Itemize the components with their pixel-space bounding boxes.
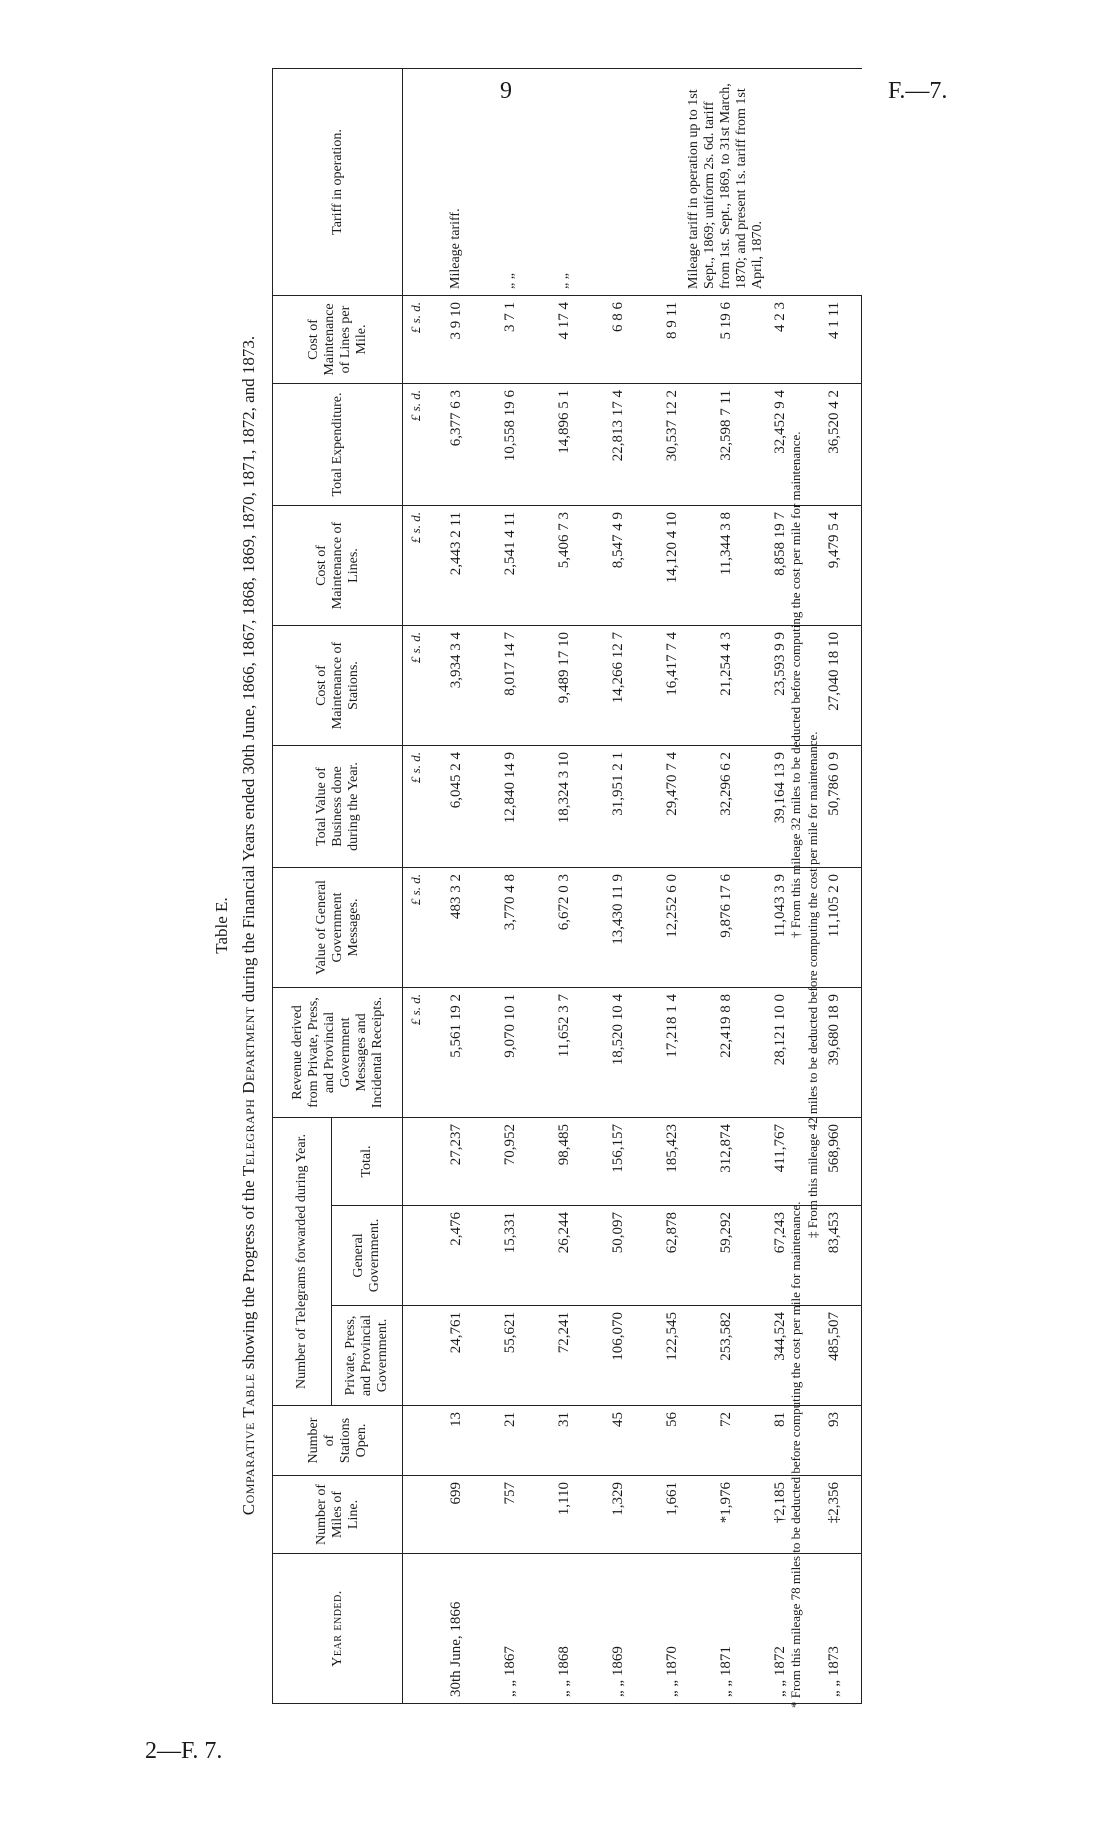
cell-cost-per-mile: 3 7 1	[483, 296, 537, 384]
cell-total-value: 39,164 13 9	[753, 746, 807, 868]
cell-tariff: Mileage tariff.	[429, 69, 483, 296]
header-value-general: Value of General Government Messages.	[273, 868, 403, 988]
cell-private: 253,582	[699, 1306, 753, 1406]
cell-cost-lines: 11,344 3 8	[699, 506, 753, 626]
cell-total-value: 50,786 0 9	[807, 746, 862, 868]
cell-total: 568,960	[807, 1118, 862, 1206]
cell-total-exp: 14,896 5 1	[537, 384, 591, 506]
cell-miles: *1,976	[699, 1476, 753, 1554]
cell-cost-lines: 8,858 19 7	[753, 506, 807, 626]
cell-stations: 21	[483, 1406, 537, 1476]
cell-revenue: 28,121 10 0	[753, 988, 807, 1118]
cell-stations: 56	[645, 1406, 699, 1476]
footer-reference: 2—F. 7.	[145, 1738, 223, 1764]
cell-cost-stations: 14,266 12 7	[591, 626, 645, 746]
title-department: Telegraph Department	[239, 1006, 258, 1177]
header-cost-per-mile: Cost of Maintenance of Lines per Mile.	[273, 296, 403, 384]
cell-cost-stations: 16,417 7 4	[645, 626, 699, 746]
header-revenue: Revenue derived from Private, Press, and Provincial Government Messages and Incidental Receipts.	[273, 988, 403, 1118]
cell-tariff: „ „	[483, 69, 537, 296]
cell-total-value: 12,840 14 9	[483, 746, 537, 868]
units-row	[403, 69, 430, 1704]
cell-stations: 81	[753, 1406, 807, 1476]
cell-value-general: 13,430 11 9	[591, 868, 645, 988]
cell-private: 122,545	[645, 1306, 699, 1406]
header-miles: Number of Miles of Line.	[273, 1476, 403, 1554]
cell-year: „ „ 1867	[483, 1554, 537, 1704]
cell-tariff: „ „	[537, 69, 591, 296]
cell-cost-stations: 9,489 17 10	[537, 626, 591, 746]
cell-cost-stations: 23,593 9 9	[753, 626, 807, 746]
cell-private: 55,621	[483, 1306, 537, 1406]
table-row	[699, 69, 753, 1704]
header-total-value: Total Value of Business done during the Year.	[273, 746, 403, 868]
cell-general: 26,244	[537, 1206, 591, 1306]
header-year: Year ended.	[273, 1554, 403, 1704]
cell-total-value: 6,045 2 4	[429, 746, 483, 868]
cell-stations: 93	[807, 1406, 862, 1476]
table-label: Table E.	[212, 897, 231, 954]
header-total: Total.	[332, 1118, 403, 1206]
cell-year: „ „ 1872	[753, 1554, 807, 1704]
page-number: 9	[500, 78, 512, 104]
cell-year: „ „ 1868	[537, 1554, 591, 1704]
header-stations: Number of Stations Open.	[273, 1406, 403, 1476]
cell-value-general: 11,105 2 0	[807, 868, 862, 988]
title-tail: during the Financial Years ended 30th June, 1866, 1867, 1868, 1869, 1870, 1871, 1872, and 1873.	[239, 335, 258, 1007]
title-rest: showing the Progress of the	[239, 1176, 258, 1374]
cell-cost-stations: 27,040 18 10	[807, 626, 862, 746]
cell-year: „ „ 1870	[645, 1554, 699, 1704]
header-cost-lines: Cost of Maintenance of Lines.	[273, 506, 403, 626]
cell-value-general: 6,672 0 3	[537, 868, 591, 988]
cell-value-general: 9,876 17 6	[699, 868, 753, 988]
cell-revenue: 5,561 19 2	[429, 988, 483, 1118]
cell-value-general: 11,043 3 9	[753, 868, 807, 988]
cell-miles: 1,661	[645, 1476, 699, 1554]
table-row	[537, 69, 591, 1704]
cell-general: 83,453	[807, 1206, 862, 1306]
cell-total-exp: 30,537 12 2	[645, 384, 699, 506]
table-row	[591, 69, 645, 1704]
cell-cost-lines: 8,547 4 9	[591, 506, 645, 626]
cell-cost-per-mile: 5 19 6	[699, 296, 753, 384]
cell-general: 59,292	[699, 1206, 753, 1306]
units-cost-lines: £ s. d.	[403, 506, 430, 626]
header-total-expenditure: Total Expenditure.	[273, 384, 403, 506]
cell-miles: ‡2,356	[807, 1476, 862, 1554]
cell-revenue: 18,520 10 4	[591, 988, 645, 1118]
cell-cost-lines: 14,120 4 10	[645, 506, 699, 626]
table-row	[429, 69, 483, 1704]
cell-cost-per-mile: 3 9 10	[429, 296, 483, 384]
cell-cost-per-mile: 4 1 11	[807, 296, 862, 384]
cell-stations: 72	[699, 1406, 753, 1476]
cell-total-value: 18,324 3 10	[537, 746, 591, 868]
cell-revenue: 9,070 10 1	[483, 988, 537, 1118]
header-cost-stations: Cost of Maintenance of Stations.	[273, 626, 403, 746]
cell-miles: 757	[483, 1476, 537, 1554]
cell-total: 156,157	[591, 1118, 645, 1206]
cell-total-exp: 6,377 6 3	[429, 384, 483, 506]
header-telegrams-group: Number of Telegrams forwarded during Year.	[273, 1118, 332, 1406]
progress-table	[272, 68, 862, 1704]
table-title	[239, 143, 259, 1708]
document-reference: F.—7.	[888, 78, 948, 104]
cell-miles: †2,185	[753, 1476, 807, 1554]
cell-cost-lines: 2,541 4 11	[483, 506, 537, 626]
units-value-general: £ s. d.	[403, 868, 430, 988]
cell-revenue: 11,652 3 7	[537, 988, 591, 1118]
cell-cost-stations: 21,254 4 3	[699, 626, 753, 746]
cell-total: 98,485	[537, 1118, 591, 1206]
header-private: Private, Press, and Provincial Government.	[332, 1306, 403, 1406]
cell-year: „ „ 1871	[699, 1554, 753, 1704]
table-row	[645, 69, 699, 1704]
cell-total: 411,767	[753, 1118, 807, 1206]
cell-year: „ „ 1873	[807, 1554, 862, 1704]
cell-miles: 1,329	[591, 1476, 645, 1554]
footnote-star: * From this mileage 78 miles to be deducted before computing the cost per mile for maintenance.	[788, 1201, 803, 1708]
cell-cost-stations: 3,934 3 4	[429, 626, 483, 746]
cell-value-general: 483 3 2	[429, 868, 483, 988]
footnote-double-dagger: ‡ From this mileage 42 miles to be deducted before computing the cost per mile for maintenance.	[805, 731, 820, 1238]
cell-revenue: 17,218 1 4	[645, 988, 699, 1118]
cell-general: 2,476	[429, 1206, 483, 1306]
cell-private: 72,241	[537, 1306, 591, 1406]
cell-total-value: 29,470 7 4	[645, 746, 699, 868]
cell-revenue: 39,680 18 9	[807, 988, 862, 1118]
cell-general: 67,243	[753, 1206, 807, 1306]
cell-total: 70,952	[483, 1118, 537, 1206]
table-header	[273, 69, 403, 1704]
cell-private: 24,761	[429, 1306, 483, 1406]
footnote-dagger: † From this mileage 32 miles to be deducted before computing the cost per mile for maintenance.	[788, 431, 803, 938]
cell-cost-lines: 2,443 2 11	[429, 506, 483, 626]
footnotes	[787, 143, 821, 1708]
units-total-expenditure: £ s. d.	[403, 384, 430, 506]
units-cost-per-mile: £ s. d.	[403, 296, 430, 384]
rotated-table-block	[212, 83, 852, 1708]
cell-total: 312,874	[699, 1118, 753, 1206]
cell-total-value: 31,951 2 1	[591, 746, 645, 868]
cell-cost-lines: 9,479 5 4	[807, 506, 862, 626]
cell-general: 15,331	[483, 1206, 537, 1306]
cell-general: 50,097	[591, 1206, 645, 1306]
cell-value-general: 12,252 6 0	[645, 868, 699, 988]
cell-total-exp: 22,813 17 4	[591, 384, 645, 506]
cell-total-value: 32,296 6 2	[699, 746, 753, 868]
cell-total-exp: 10,558 19 6	[483, 384, 537, 506]
cell-total-exp: 32,452 9 4	[753, 384, 807, 506]
table-row	[483, 69, 537, 1704]
cell-private: 485,507	[807, 1306, 862, 1406]
cell-stations: 45	[591, 1406, 645, 1476]
cell-cost-per-mile: 4 17 4	[537, 296, 591, 384]
cell-cost-per-mile: 6 8 6	[591, 296, 645, 384]
cell-cost-per-mile: 8 9 11	[645, 296, 699, 384]
units-revenue: £ s. d.	[403, 988, 430, 1118]
cell-private: 344,524	[753, 1306, 807, 1406]
header-tariff: Tariff in operation.	[273, 69, 403, 296]
title-lead: Comparative Table	[239, 1373, 258, 1516]
cell-year: 30th June, 1866	[429, 1554, 483, 1704]
cell-miles: 699	[429, 1476, 483, 1554]
cell-miles: 1,110	[537, 1476, 591, 1554]
cell-general: 62,878	[645, 1206, 699, 1306]
cell-total: 185,423	[645, 1118, 699, 1206]
cell-total-exp: 32,598 7 11	[699, 384, 753, 506]
cell-stations: 31	[537, 1406, 591, 1476]
cell-total: 27,237	[429, 1118, 483, 1206]
cell-stations: 13	[429, 1406, 483, 1476]
header-general: General Government.	[332, 1206, 403, 1306]
cell-private: 106,070	[591, 1306, 645, 1406]
cell-cost-lines: 5,406 7 3	[537, 506, 591, 626]
cell-revenue: 22,419 8 8	[699, 988, 753, 1118]
cell-total-exp: 36,520 4 2	[807, 384, 862, 506]
cell-cost-stations: 8,017 14 7	[483, 626, 537, 746]
units-cost-stations: £ s. d.	[403, 626, 430, 746]
cell-cost-per-mile: 4 2 3	[753, 296, 807, 384]
cell-year: „ „ 1869	[591, 1554, 645, 1704]
cell-value-general: 3,770 4 8	[483, 868, 537, 988]
units-total-value: £ s. d.	[403, 746, 430, 868]
cell-tariff: Mileage tariff in operation up to 1st Sept., 1869; uniform 2s. 6d. tariff from 1st. Sept., 1869, to 31st March, 1870; and present 1s. tariff from 1st April, 1870.	[591, 69, 862, 296]
